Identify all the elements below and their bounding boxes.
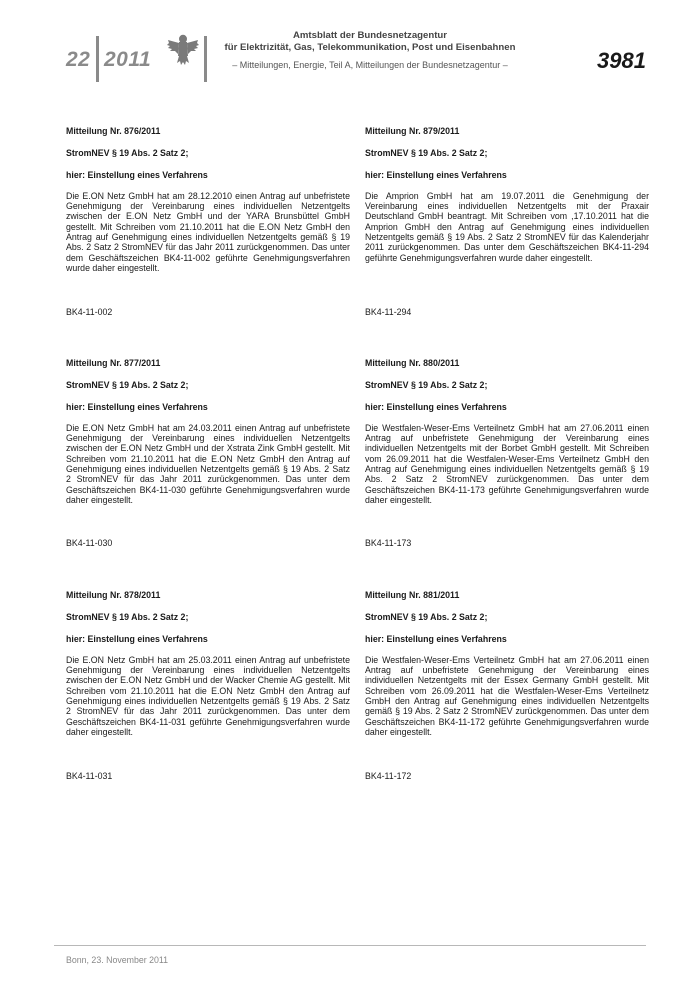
notice-body: Die E.ON Netz GmbH hat am 24.03.2011 einen Antrag auf unbefristete Genehmigung der Vereinbarung eines individuellen Netzentgelts zwischen der E.ON Netz GmbH und der Xstrata Zink GmbH gestellt. Mit Schreiben vom 21.10.2011 hat die E.ON Netz GmbH den Antrag auf Genehmigung eines individuellen Netzentgelts gemäß § 19 Abs. 2 Satz 2 StromNEV für das Jahr 2011 zurückgenommen. Das unter dem Geschäftszeichen BK4-11-030 geführte Genehmigungsverfahren wurde daher eingestellt. <box>66 422 350 505</box>
notice-file-reference: BK4-11-031 <box>66 771 113 781</box>
notice-subject: hier: Einstellung eines Verfahrens <box>365 401 507 412</box>
notice-subject: hier: Einstellung eines Verfahrens <box>66 169 208 180</box>
notice-entry <box>365 126 649 317</box>
header-divider <box>204 36 207 82</box>
notice-law-reference: StromNEV § 19 Abs. 2 Satz 2; <box>365 380 488 391</box>
notice-entry <box>66 126 350 317</box>
notice-subject: hier: Einstellung eines Verfahrens <box>66 633 208 644</box>
notice-file-reference: BK4-11-172 <box>365 771 412 781</box>
notice-law-reference: StromNEV § 19 Abs. 2 Satz 2; <box>66 612 189 623</box>
page-number: 3981 <box>597 48 646 73</box>
gazette-title-line-2: für Elektrizität, Gas, Telekommunikation, Post und Eisenbahnen <box>224 42 516 53</box>
gazette-subtitle: – Mitteilungen, Energie, Teil A, Mitteilungen der Bundesnetzagentur – <box>232 60 508 70</box>
notice-body: Die Westfalen-Weser-Ems Verteilnetz GmbH hat am 27.06.2011 einen Antrag auf unbefristete Genehmigung der Vereinbarung eines individuellen Netzentgelts mit der Borbet GmbH gestellt. Mit Schreiben vom 26.09.2011 hat die Westfalen-Weser-Ems Verteilnetz GmbH den Antrag auf Genehmigung eines individuellen Netzentgelts gemäß § 19 Abs. 2 Satz 2 StromNEV zurückgenommen. Das unter dem Geschäftszeichen BK4-11-173 geführte Genehmigungsverfahren wurde daher eingestellt. <box>365 422 649 505</box>
notice-subject: hier: Einstellung eines Verfahrens <box>365 633 507 644</box>
footer-divider <box>54 945 646 946</box>
notice-body: Die Amprion GmbH hat am 19.07.2011 die Genehmigung der Vereinbarung eines individuellen Netzentgelts mit der Praxair Deutschland GmbH beantragt. Mit Schreiben vom ,17.10.2011 hat die Amprion GmbH den Antrag auf Genehmigung eines individuellen Netzentgelts gemäß § 19 Abs. 2 Satz 2 StromNEV für das Kalenderjahr 2011 zurückgenommen. Das unter dem Geschäftszeichen BK4-11-294 geführte Genehmigungsverfahren wurde daher eingestellt. <box>365 190 649 263</box>
gazette-title-line-1: Amtsblatt der Bundesnetzagentur <box>292 30 448 41</box>
footer-date: Bonn, 23. November 2011 <box>66 955 169 965</box>
notice-file-reference: BK4-11-030 <box>66 538 113 548</box>
notice-entry <box>66 590 350 781</box>
notice-subject: hier: Einstellung eines Verfahrens <box>365 169 507 180</box>
issue-year: 2011 <box>104 48 152 71</box>
notice-law-reference: StromNEV § 19 Abs. 2 Satz 2; <box>66 380 189 391</box>
notice-number: Mitteilung Nr. 879/2011 <box>365 126 460 136</box>
notice-law-reference: StromNEV § 19 Abs. 2 Satz 2; <box>365 612 488 623</box>
notice-number: Mitteilung Nr. 881/2011 <box>365 590 460 600</box>
notice-body: Die Westfalen-Weser-Ems Verteilnetz GmbH hat am 27.06.2011 einen Antrag auf unbefristete Genehmigung der Vereinbarung eines individuellen Netzentgelts mit der Essex Germany GmbH gestellt. Mit Schreiben vom 26.09.2011 hat die Westfalen-Weser-Ems Verteilnetz GmbH den Antrag auf Genehmigung eines individuellen Netzentgelts gemäß § 19 Abs. 2 Satz 2 StromNEV zurückgenommen. Das unter dem Geschäftszeichen BK4-11-172 geführte Genehmigungsverfahren wurde daher eingestellt. <box>365 654 649 737</box>
notice-number: Mitteilung Nr. 877/2011 <box>66 358 161 368</box>
header-divider <box>96 36 99 82</box>
notice-number: Mitteilung Nr. 878/2011 <box>66 590 161 600</box>
notice-file-reference: BK4-11-173 <box>365 538 412 548</box>
notice-body: Die E.ON Netz GmbH hat am 25.03.2011 einen Antrag auf unbefristete Genehmigung der Vereinbarung eines individuellen Netzentgelts zwischen der E.ON Netz GmbH und der Wacker Chemie AG gestellt. Mit Schreiben vom 21.10.2011 hat die E.ON Netz GmbH den Antrag auf Genehmigung eines individuellen Netzentgelts gemäß § 19 Abs. 2 Satz 2 StromNEV für das Jahr 2011 zurückgenommen. Das unter dem Geschäftszeichen BK4-11-031 geführte Genehmigungsverfahren wurde daher eingestellt. <box>66 654 350 737</box>
notice-law-reference: StromNEV § 19 Abs. 2 Satz 2; <box>66 148 189 159</box>
notice-law-reference: StromNEV § 19 Abs. 2 Satz 2; <box>365 148 488 159</box>
notice-number: Mitteilung Nr. 880/2011 <box>365 358 460 368</box>
notice-entry <box>66 358 350 548</box>
notice-subject: hier: Einstellung eines Verfahrens <box>66 401 208 412</box>
notice-entry <box>365 590 649 781</box>
gazette-title <box>214 30 526 54</box>
notice-entry <box>365 358 649 548</box>
notice-file-reference: BK4-11-002 <box>66 307 113 317</box>
notice-file-reference: BK4-11-294 <box>365 307 412 317</box>
notice-body: Die E.ON Netz GmbH hat am 28.12.2010 einen Antrag auf unbefristete Genehmigung der Vereinbarung eines individuellen Netzentgelts zwischen der E.ON Netz GmbH und der YARA Brunsbüttel GmbH gestellt. Mit Schreiben vom 21.10.2011 hat die E.ON Netz GmbH den Antrag auf Genehmigung eines individuellen Netzentgelts gemäß § 19 Abs. 2 Satz 2 StromNEV für das Jahr 2011 zurückgenommen. Das unter dem Geschäftszeichen BK4-11-002 geführte Genehmigungsverfahren wurde daher eingestellt. <box>66 190 350 273</box>
notice-number: Mitteilung Nr. 876/2011 <box>66 126 161 136</box>
issue-number: 22 <box>66 48 91 71</box>
federal-eagle-icon <box>166 30 200 68</box>
